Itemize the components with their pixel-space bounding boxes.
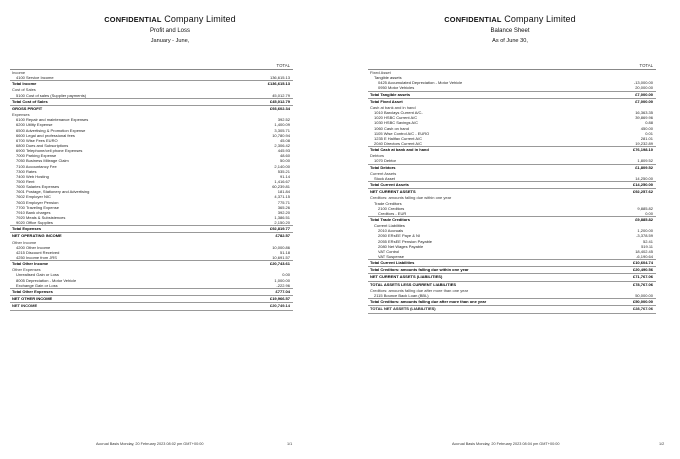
row-label: Total Tangible assets [370,91,411,97]
row-value: 445.93 [277,148,290,154]
row-label: NET CURRENT ASSETS (LIABILITIES) [370,274,443,280]
row-label: 2010 Accruals [378,228,404,234]
row-label: 7603 Employer Pension [16,199,59,205]
row-label: 7000 Parking Expense [16,153,57,159]
row-label: NET OPERATING INCOME [12,233,62,239]
row-label: 2055 ERsEE Pension Payable [378,238,433,244]
row-value: 775.71 [277,199,290,205]
footer-basis: Accrual Basis Monday, 20 February 2023 08:04 pm GMT+00:00 [452,442,560,446]
row-value: £1,809.52 [635,164,653,170]
row-value: 60,239.81 [272,184,290,190]
table-row [10,232,293,239]
row-label: Total Other Income [12,261,49,267]
row-label: 8005 Depreciation - Motor Vehicle [16,277,77,283]
row-value: £45,012.79 [269,98,290,104]
row-label: 9020 Office Supplies [16,220,53,226]
row-label: Tangible assets [374,75,402,81]
table-row [368,146,656,153]
row-value: 392.52 [277,117,290,123]
row-label: 4100 Service Income [16,75,54,81]
row-label: 1060 Cash on hand [374,125,409,131]
footer-basis: Accrual Basis Monday, 20 February 2023 08:02 pm GMT+00:00 [96,442,204,446]
row-label: Total Current Liabilities [370,260,415,266]
row-label: 2080 Net Wages Payable [378,243,424,249]
row-label: 4200 Other Income [16,244,51,250]
row-label: 1105 Wise Control A/C - EURO [374,130,430,136]
row-label: 7601 Postage, Stationery and Advertising [16,189,90,195]
row-label: Creditors - EUR [378,210,407,216]
row-label: 6600 Legal and professional fees [16,132,75,138]
row-label: Exchange Gain or Loss [16,282,58,288]
row-value: 0.01 [645,130,653,136]
row-value: £7,000.00 [635,91,653,97]
row-label: NET CURRENT ASSETS [370,189,416,195]
row-label: Creditors: amounts falling due after more than one year [370,287,469,293]
row-value: 14,250.00 [635,175,653,181]
row-label: 2040 Directors Current A/C [374,140,423,146]
row-value: 0.00 [645,210,653,216]
row-label: 7910 Bank charges [16,209,51,215]
row-label: VAT Suspense [378,253,405,259]
report-title: Balance Sheet [490,28,530,34]
row-label: Total Creditors: amounts falling due after more than one year [370,299,487,305]
row-value: 50,000.00 [635,293,653,298]
row-value: 91.14 [279,173,290,179]
row-label: Total Expenses [12,226,42,232]
row-label: TOTAL NET ASSETS (LIABILITIES) [370,306,436,312]
row-label: 5100 Cost of sales (Supplier payments) [16,92,87,98]
row-value: 392.20 [277,209,290,215]
row-label: Creditors: amounts falling due within one year [370,195,452,201]
row-value: 1,400.09 [274,122,290,128]
row-value: 136,615.13 [269,75,290,81]
row-label: Other Income [12,239,37,245]
footer-page-number: 1/2 [659,442,665,446]
row-label: 6200 Utility Expense [16,122,53,128]
row-value: 1,000.00 [274,277,290,283]
row-value: 0.88 [645,120,653,126]
row-label: Current Assets [370,170,397,176]
row-value: £92,257.62 [632,189,653,195]
row-value: £9,885.82 [635,216,653,222]
row-label: Debtors [370,153,385,159]
row-label: 7700 Traveling Expense [16,204,59,210]
row-label: 6800 Dues and Subscriptions [16,142,69,148]
row-value: 2,150.20 [274,220,290,226]
table-row [10,225,293,232]
row-label: VAT Control [378,248,400,254]
row-label: Unrealised Gain or Loss [16,272,59,278]
row-label: 0425 Accumulated Depreciation - Motor Vehicle [378,80,463,86]
row-value: £20,749.14 [269,303,290,309]
row-label: Expenses [12,112,30,118]
row-label: Total Cost of Sales [12,98,48,104]
row-value: £782.57 [275,233,290,239]
row-value: £14,250.00 [632,182,653,187]
row-value: 450.00 [640,125,653,131]
row-value: 18,402.45 [635,248,653,254]
row-label: Total Creditors: amounts falling due within one year [370,267,469,273]
row-value: 45,012.79 [272,92,290,98]
report-rows [368,70,656,314]
row-value: -222.96 [276,282,290,288]
table-row [10,295,293,302]
row-value: 2,306.42 [274,142,290,148]
report-date: January - June, [150,38,190,44]
row-label: Cost of Sales [12,87,36,93]
total-column-header: TOTAL [10,62,293,70]
row-label: NET OTHER INCOME [12,296,53,302]
company-name [0,14,340,24]
row-label: 1235 E Halifax Current A/C [374,135,423,141]
table-row [368,188,656,195]
company-name-bold: CONFIDENTIAL [444,15,502,24]
row-label: NET INCOME [12,303,38,309]
row-label: 6700 Wise Fees EURO [16,137,58,143]
row-value: 16,363.35 [635,110,653,116]
row-value: 535.21 [277,168,290,174]
row-value: -6,190.64 [636,253,653,259]
row-value: 52.41 [642,238,653,244]
row-value: £7,000.00 [635,98,653,104]
row-label: Fixed Asset [370,70,391,75]
row-value: £76,198.10 [632,147,653,153]
row-value: 9,885.82 [637,205,653,211]
row-label: Total Debtors [370,164,396,170]
row-label: 7600 Salaries Expenses [16,184,60,190]
table-row [368,98,656,105]
company-name-rest: Company Limited [161,14,236,24]
table-row [368,266,656,273]
row-label: Total Other Expenses [12,288,53,294]
report-table [368,62,656,314]
row-value: 20,000.00 [635,85,653,91]
row-label: Current Liabilities [374,223,405,229]
row-label: 7602 Employer NIC [16,194,51,200]
table-row [10,80,293,87]
row-value: £20,743.61 [269,261,290,267]
row-value: 181.84 [277,189,290,195]
table-row [368,181,656,188]
company-name-rest: Company Limited [501,14,576,24]
balance-sheet-page [340,0,680,459]
row-value: £71,767.06 [632,274,653,280]
row-label: TOTAL ASSETS LESS CURRENT LIABILITIES [370,281,457,287]
table-row [368,216,656,223]
table-row [368,91,656,98]
row-value: -3,378.59 [636,233,653,239]
row-value: £78,767.06 [632,281,653,287]
company-name-bold: CONFIDENTIAL [104,15,162,24]
table-row [368,281,656,288]
row-value: 1,200.00 [637,228,653,234]
row-value: £20,490.56 [632,267,653,273]
row-label: 7050 Business Mileage Claim [16,158,69,164]
row-value: 45.08 [279,137,290,143]
row-value: £92,819.77 [269,226,290,232]
report-rows [10,70,293,311]
row-value: 281.01 [640,135,653,141]
row-label: 1020 HSBC Current A/C [374,115,418,121]
row-label: Cash at bank and in hand [370,104,416,110]
row-label: Other Expenses [12,267,41,273]
row-label: Total Trade Creditors [370,216,410,222]
row-label: 7300 Rates [16,168,37,174]
row-value: -13,000.00 [633,80,653,86]
table-row [368,259,656,266]
footer-page-number: 1/1 [287,442,293,446]
table-row [368,298,656,305]
row-value: £28,767.06 [632,306,653,312]
row-label: 1070 Debtor [374,158,397,164]
row-value: 1,386.51 [274,214,290,220]
row-value: 1,809.52 [637,158,653,164]
row-label: Total Income [12,81,37,87]
row-label: Income [12,70,26,75]
row-label: 2050 ERsEE Paye & NI [378,233,421,239]
row-value: £777.04 [275,288,290,294]
row-label: 1010 Barclays Current A/C- [374,110,423,116]
row-label: 7100 Accountancy Fee [16,163,57,169]
row-label: GROSS PROFIT [12,105,43,111]
row-label: 6900 Telephone/cell phone Expenses [16,148,83,154]
row-value: £50,000.00 [632,299,653,305]
row-label: 2115 Bounce Back Loan (BBL) [374,293,429,298]
row-label: 6100 Repair and maintenance Expenses [16,117,89,123]
row-value: £93,602.34 [269,105,290,111]
report-table [10,62,293,311]
row-value: 10,780.94 [272,132,290,138]
row-label: 4215 Discount Received [16,249,60,255]
row-label: Total Cash at bank and in hand [370,147,429,153]
table-row [10,302,293,310]
row-label: Trade Creditors [374,200,402,206]
row-value: 1,416.67 [274,178,290,184]
report-date: As of June 30, [492,38,528,44]
row-value: 2,140.00 [274,163,290,169]
company-name [340,14,680,24]
row-label: 2100 Creditors [378,205,405,211]
row-value: 4,371.15 [274,194,290,200]
row-value: £19,966.57 [269,296,290,302]
row-label: Total Current Assets [370,182,409,187]
row-value: £136,615.13 [267,81,290,87]
table-row [10,98,293,105]
table-row [368,305,656,313]
row-value: 39,869.96 [635,115,653,121]
row-value: 10,691.57 [272,255,290,261]
row-value: 48.60 [279,153,290,159]
table-row [10,260,293,267]
row-value: 19,232.89 [635,140,653,146]
table-row [10,288,293,295]
row-value: 50.00 [279,158,290,164]
row-value: 519.11 [641,243,653,249]
total-column-header: TOTAL [368,62,656,70]
row-label: 0950 Motor Vehicles [378,85,415,91]
table-row [368,164,656,171]
table-row [10,105,293,112]
row-value: 0.00 [282,272,290,278]
row-label: 7920 Meals & Subsistences [16,214,66,220]
row-label: 1030 HSBC Savings A/C [374,120,419,126]
row-label: 4250 Income from JRS [16,255,57,261]
row-label: Stock Asset [374,175,395,181]
row-value: 365.26 [277,204,290,210]
row-label: Total Fixed Asset [370,98,403,104]
row-label: 6500 Advertising & Promotion Expense [16,127,86,133]
row-label: 7500 Rent [16,178,35,184]
table-row [368,273,656,280]
report-title: Profit and Loss [149,28,191,34]
row-label: 7400 Web Hosting [16,173,49,179]
row-value: 10,000.86 [272,244,290,250]
row-value: 51.18 [279,249,290,255]
row-value: 3,305.71 [274,127,290,133]
row-value: £10,604.74 [632,260,653,266]
